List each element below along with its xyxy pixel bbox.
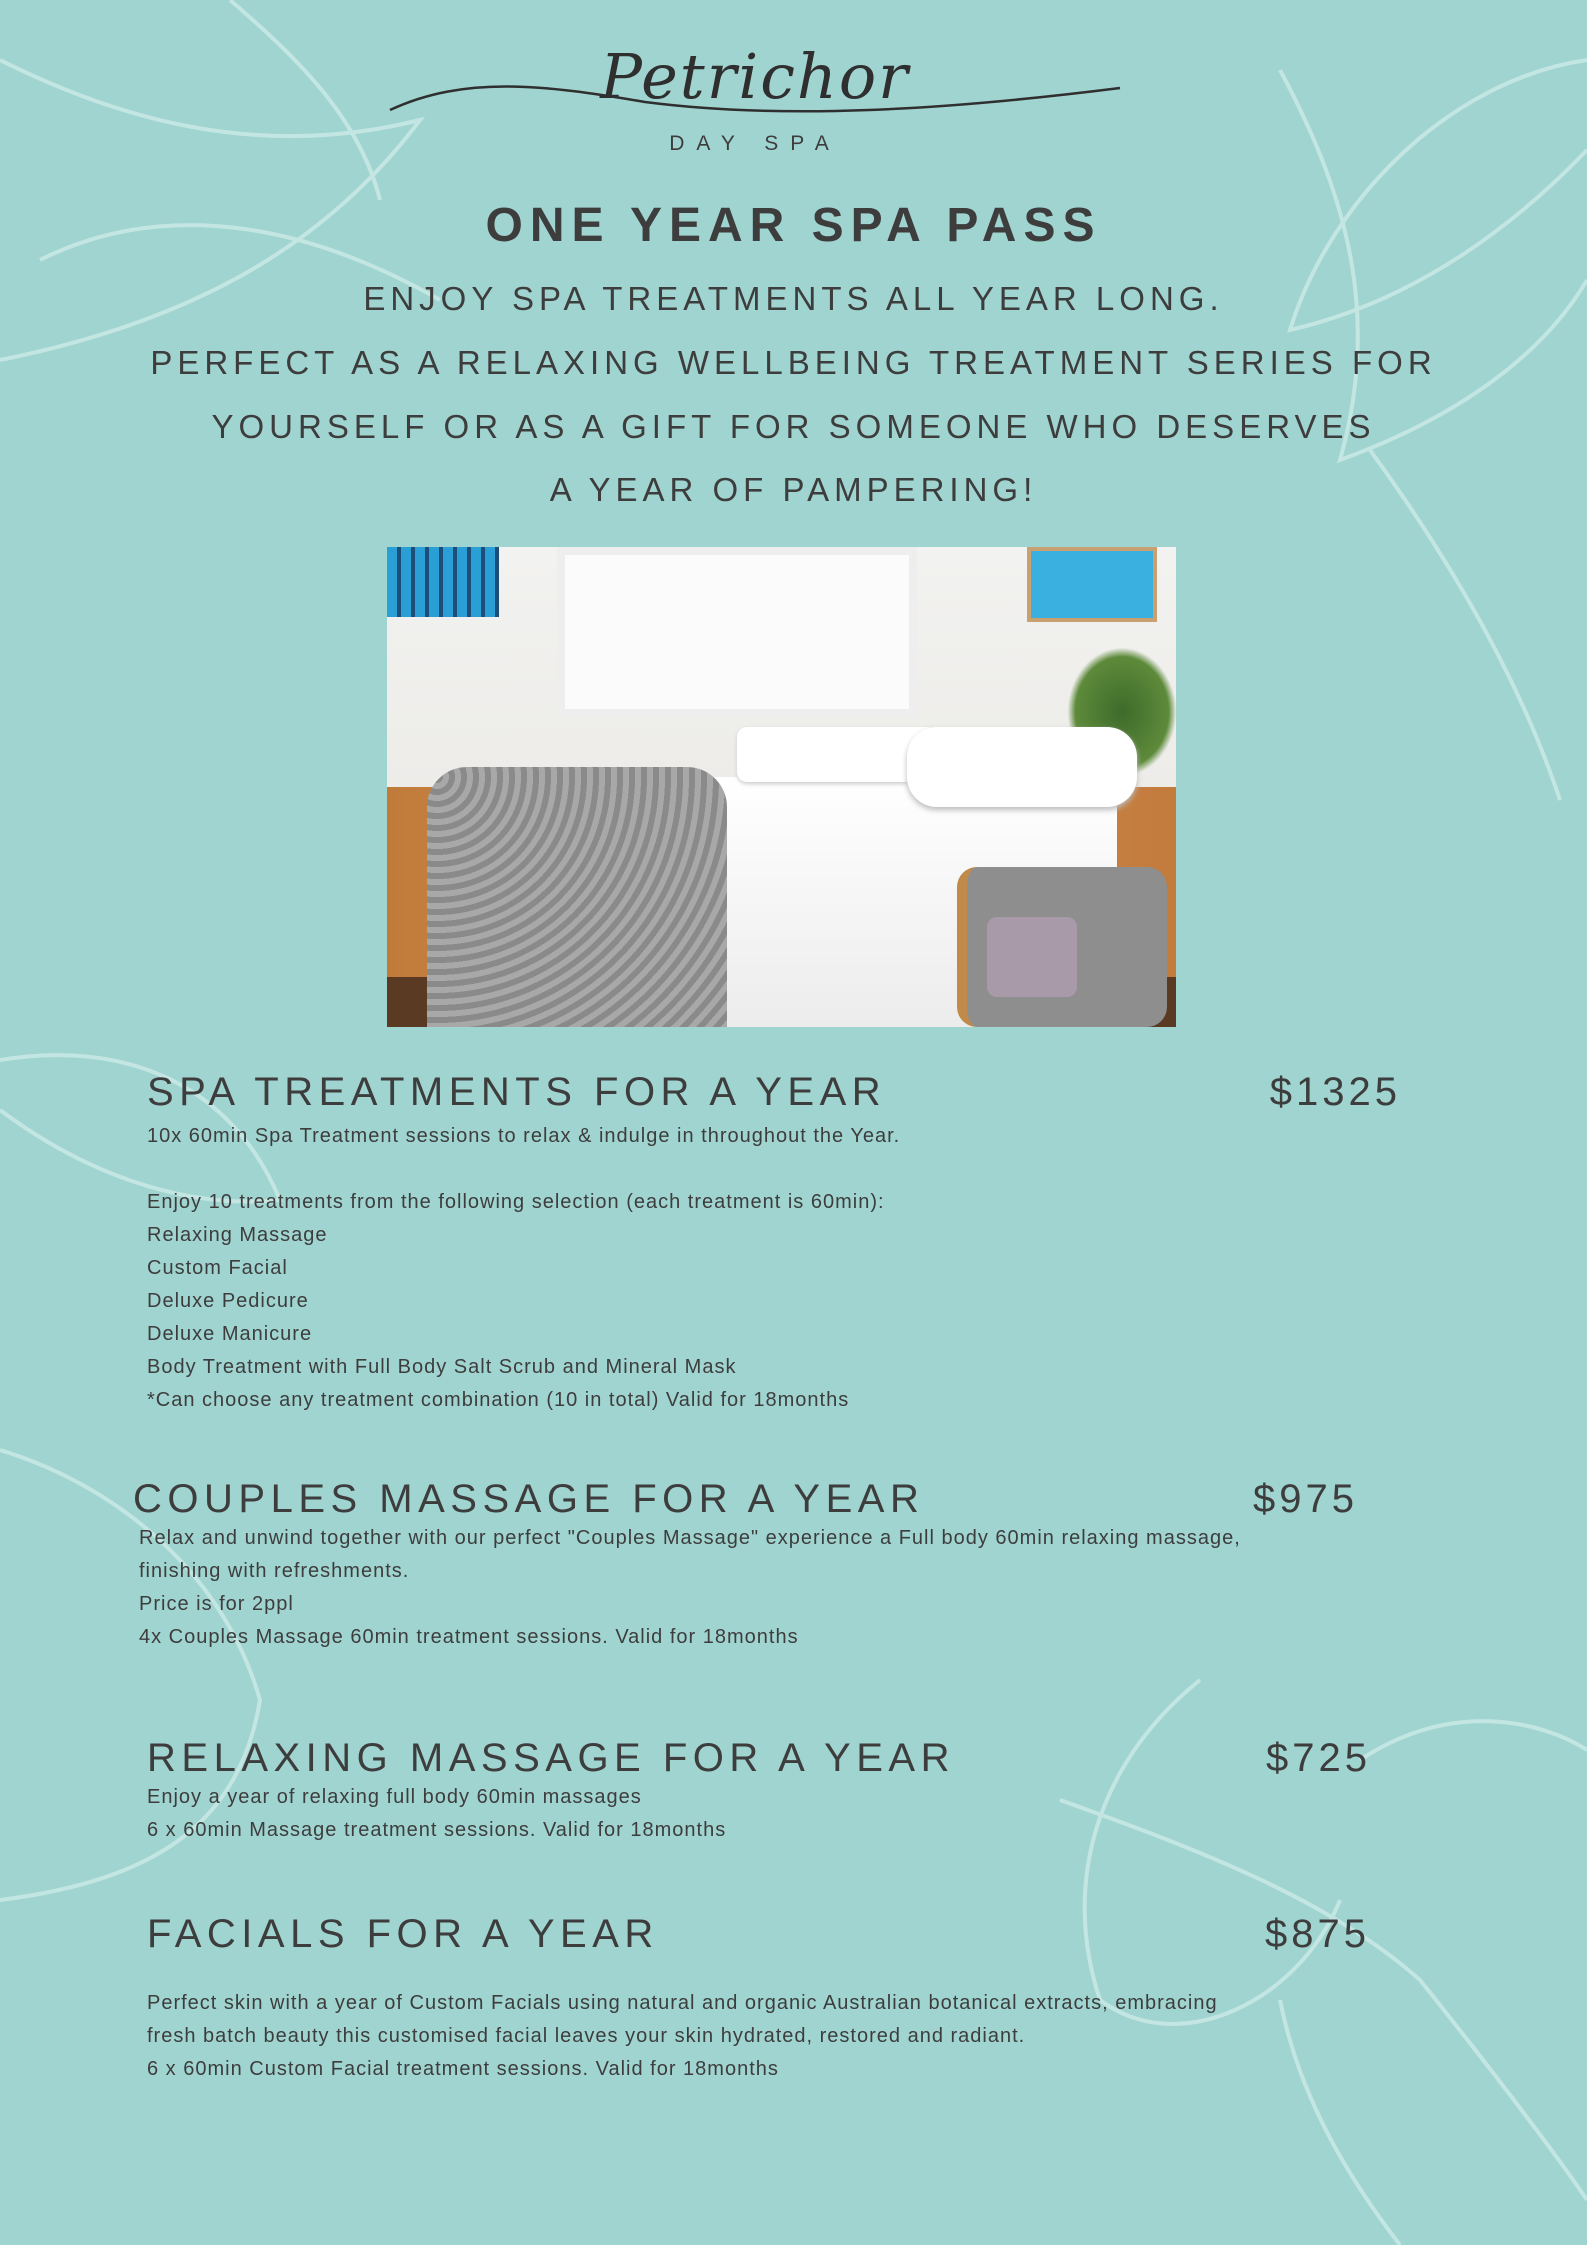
description-line: 4x Couples Massage 60min treatment sessions. Valid for 18months	[139, 1626, 799, 1648]
description-line: Relax and unwind together with our perfect "Couples Massage" experience a Full body 60min relaxing massage,	[139, 1527, 1241, 1549]
description-line: Relaxing Massage	[147, 1224, 328, 1246]
description-line: 6 x 60min Massage treatment sessions. Valid for 18months	[147, 1819, 727, 1841]
intro-line: ENJOY SPA TREATMENTS ALL YEAR LONG.	[363, 280, 1224, 317]
logo-swash	[385, 80, 1125, 120]
package-title: FACIALS FOR A YEAR	[147, 1912, 659, 1956]
description-line: *Can choose any treatment combination (10 in total) Valid for 18months	[147, 1389, 850, 1411]
description-line: finishing with refreshments.	[139, 1560, 410, 1582]
description-line: Price is for 2ppl	[139, 1593, 294, 1615]
intro-line: PERFECT AS A RELAXING WELLBEING TREATMENT SERIES FOR	[150, 344, 1437, 381]
description-line: Custom Facial	[147, 1257, 288, 1279]
description-line: 6 x 60min Custom Facial treatment sessions. Valid for 18months	[147, 2058, 779, 2080]
description-line	[147, 1153, 900, 1186]
description-line: Body Treatment with Full Body Salt Scrub and Mineral Mask	[147, 1356, 737, 1378]
description-line: 10x 60min Spa Treatment sessions to relax & indulge in throughout the Year.	[147, 1125, 901, 1147]
package-price: $725	[1266, 1736, 1371, 1780]
spa-room-photo	[387, 547, 1176, 1027]
brand-logo	[385, 40, 1125, 160]
package-description	[147, 1120, 900, 1417]
intro-line: YOURSELF OR AS A GIFT FOR SOMEONE WHO DESERVES	[211, 408, 1376, 445]
intro-line: A YEAR OF PAMPERING!	[549, 471, 1038, 508]
description-line: Perfect skin with a year of Custom Facials using natural and organic Australian botanical extracts, embracing	[147, 1992, 1218, 2014]
description-line: Deluxe Pedicure	[147, 1290, 309, 1312]
brand-name: Petrichor	[600, 40, 910, 113]
description-line: fresh batch beauty this customised facial leaves your skin hydrated, restored and radiant.	[147, 2025, 1026, 2047]
package-price: $975	[1253, 1477, 1358, 1521]
package-title: RELAXING MASSAGE FOR A YEAR	[147, 1736, 955, 1780]
package-description	[139, 1522, 1241, 1654]
description-line: Enjoy a year of relaxing full body 60min massages	[147, 1786, 642, 1808]
page-title: ONE YEAR SPA PASS	[485, 199, 1102, 252]
description-line: Enjoy 10 treatments from the following selection (each treatment is 60min):	[147, 1191, 885, 1213]
description-line: Deluxe Manicure	[147, 1323, 313, 1345]
package-title: SPA TREATMENTS FOR A YEAR	[147, 1070, 887, 1114]
package-price: $875	[1265, 1912, 1370, 1956]
package-price: $1325	[1269, 1070, 1401, 1114]
package-description	[147, 1987, 1218, 2086]
package-title: COUPLES MASSAGE FOR A YEAR	[133, 1477, 925, 1521]
brand-tagline: DAY SPA	[669, 132, 841, 155]
package-description	[147, 1781, 726, 1847]
